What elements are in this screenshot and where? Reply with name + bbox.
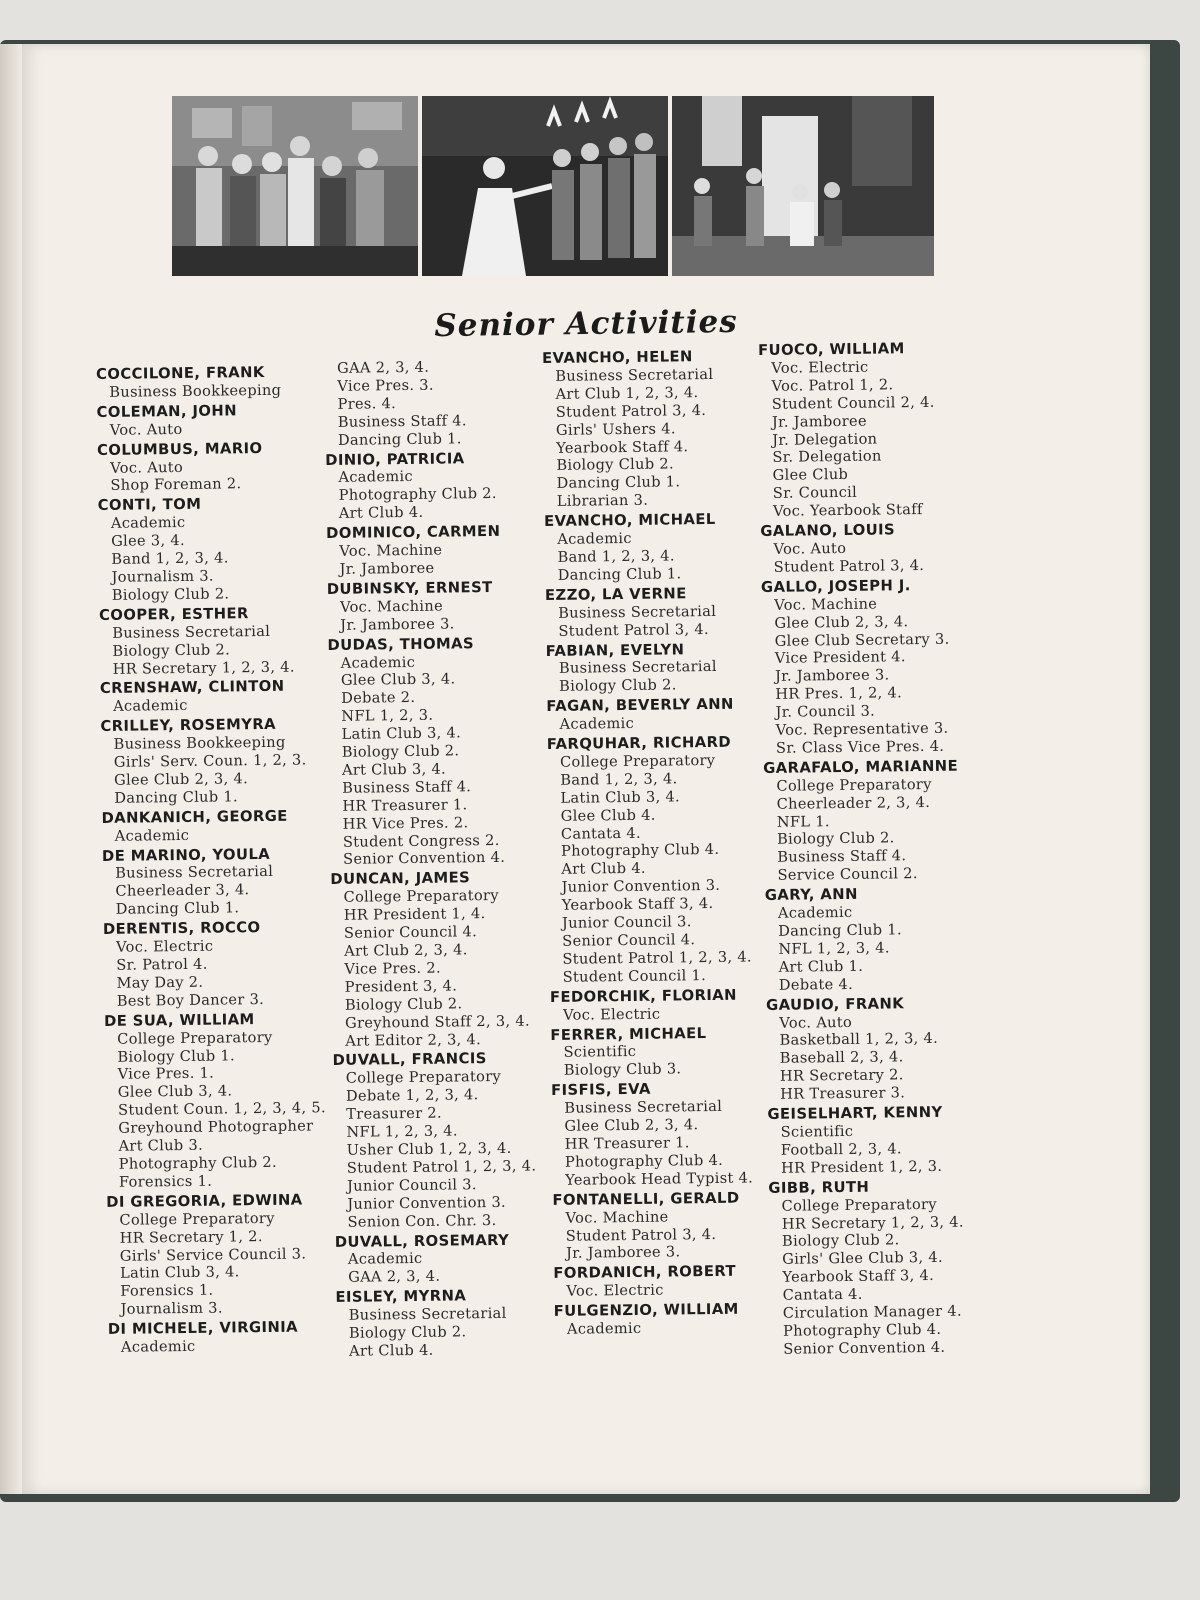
student-name: FORDANICH, ROBERT — [553, 1263, 737, 1283]
activity-line: Academic — [114, 826, 190, 845]
student-entry — [100, 677, 350, 716]
student-name: DI MICHELE, VIRGINIA — [107, 1318, 299, 1339]
activity-line: Football 2, 3, 4. — [780, 1140, 902, 1159]
student-name: DUNCAN, JAMES — [330, 869, 471, 889]
student-entry — [327, 634, 580, 870]
activity-line: Girls' Serv. Coun. 1, 2, 3. — [113, 751, 307, 771]
student-name: COOPER, ESTHER — [98, 604, 249, 624]
activity-line: HR Secretary 1, 2, 3, 4. — [781, 1213, 964, 1233]
activity-line: Student Patrol 3, 4. — [555, 401, 707, 421]
column-1 — [96, 363, 358, 1359]
activity-line: NFL 1, 2, 3, 4. — [346, 1122, 458, 1141]
activity-line: HR President 1, 4. — [343, 905, 486, 924]
student-entry — [96, 363, 346, 402]
activity-line: College Preparatory — [781, 1195, 937, 1215]
activity-line: Dancing Club 1. — [557, 565, 682, 584]
student-entry — [552, 1189, 803, 1264]
student-entry — [551, 1079, 802, 1189]
activity-line: Academic — [777, 903, 853, 922]
activity-line: Biology Club 2. — [112, 640, 231, 660]
activity-line: HR Pres. 1, 2, 4. — [775, 684, 903, 704]
activity-line: Academic — [559, 715, 635, 733]
activity-line: Jr. Council 3. — [775, 702, 876, 721]
activity-line: Voc. Electric — [771, 358, 869, 377]
activity-line: College Preparatory — [559, 751, 716, 771]
activity-line: Dancing Club 1. — [115, 899, 240, 919]
activity-line: Greyhound Photographer — [118, 1117, 314, 1137]
activity-line: Latin Club 3, 4. — [341, 724, 462, 743]
activity-line: Biology Club 2. — [776, 829, 895, 849]
student-entry — [102, 844, 353, 919]
activity-line: Vice Pres. 1. — [117, 1065, 215, 1084]
activity-line: Art Club 4. — [338, 504, 424, 523]
student-name: CONTI, TOM — [97, 496, 202, 515]
activity-line: Sr. Delegation — [772, 447, 882, 467]
activity-line: Photography Club 4. — [782, 1320, 942, 1340]
activity-line: Student Coun. 1, 2, 3, 4, 5. — [117, 1099, 326, 1120]
student-entry — [327, 578, 578, 635]
student-name: DI GREGORIA, EDWINA — [106, 1191, 303, 1211]
activity-line: Business Secretarial — [558, 658, 717, 678]
activity-line: Jr. Jamboree — [339, 559, 435, 578]
activity-line: Glee Club 3, 4. — [117, 1082, 233, 1102]
student-name: EVANCHO, MICHAEL — [543, 511, 716, 531]
activity-line: Glee Club 4. — [560, 806, 656, 825]
activity-line: Photography Club 2. — [118, 1153, 277, 1173]
activity-line: Dancing Club 1. — [114, 788, 239, 807]
activity-line: Voc. Electric — [566, 1281, 664, 1300]
left-page-edge — [0, 44, 23, 1494]
activity-line: HR Secretary 1, 2, 3, 4. — [112, 658, 295, 678]
student-entry — [97, 439, 348, 496]
activity-line: Voc. Auto — [773, 539, 847, 558]
activity-line: HR Treasurer 3. — [780, 1084, 906, 1103]
student-entry — [104, 1010, 356, 1192]
activity-line: Glee Club 2, 3, 4. — [113, 770, 249, 789]
activity-line: Business Bookkeeping — [113, 733, 286, 753]
activity-line: Art Editor 2, 3, 4. — [345, 1030, 482, 1050]
activity-line: Baseball 2, 3, 4. — [779, 1048, 904, 1068]
page-title: Senior Activities — [434, 303, 738, 345]
activity-line: Scientific — [563, 1043, 637, 1062]
photo-strip — [172, 96, 938, 276]
activity-line: Student Patrol 3, 4. — [773, 556, 925, 576]
student-entry — [100, 715, 351, 808]
activity-line: Jr. Jamboree 3. — [565, 1243, 681, 1263]
activity-line: Forensics 1. — [120, 1281, 214, 1301]
activity-line: President 3, 4. — [344, 977, 458, 996]
activity-line: Biology Club 3. — [563, 1060, 682, 1080]
activity-line: Cheerleader 2, 3, 4. — [776, 793, 931, 813]
student-name: CRILLEY, ROSEMYRA — [100, 716, 277, 736]
activity-line: Voc. Auto — [110, 458, 184, 477]
student-name: EZZO, LA VERNE — [544, 585, 687, 604]
student-entry — [546, 695, 796, 734]
student-name: FAGAN, BEVERLY ANN — [546, 695, 734, 716]
activity-line: Junior Council 3. — [561, 913, 692, 932]
activity-line: Voc. Machine — [339, 597, 444, 616]
activity-line: Latin Club 3, 4. — [119, 1263, 240, 1283]
activity-line: Best Boy Dancer 3. — [116, 990, 265, 1010]
activity-line: Sr. Class Vice Pres. 4. — [775, 737, 945, 757]
activity-line: College Preparatory — [776, 775, 932, 795]
activity-line: Student Council 2, 4. — [771, 393, 935, 413]
student-name: DINIO, PATRICIA — [325, 449, 465, 469]
student-name: GEISELHART, KENNY — [767, 1103, 943, 1124]
student-entry — [758, 339, 1010, 521]
activity-line: Biology Club 2. — [348, 1323, 467, 1342]
student-entry — [763, 757, 1015, 885]
activity-line: Glee Club 2, 3, 4. — [564, 1116, 699, 1135]
band-photo-icon — [422, 96, 668, 276]
student-name: GARAFALO, MARIANNE — [763, 757, 959, 777]
student-entry — [98, 494, 349, 604]
student-entry — [108, 1318, 358, 1357]
activity-line: Yearbook Staff 3, 4. — [561, 895, 714, 914]
activity-line: Biology Club 1. — [117, 1046, 236, 1066]
activity-line: Voc. Auto — [109, 420, 183, 439]
activity-line: Senior Council 4. — [343, 923, 478, 942]
activity-line: Art Club 2, 3, 4. — [344, 941, 468, 960]
activity-line: Business Secretarial — [564, 1098, 723, 1117]
activity-line: Girls' Glee Club 3, 4. — [782, 1249, 943, 1269]
activity-line: Student Council 1. — [562, 966, 707, 986]
student-name: GALANO, LOUIS — [760, 521, 896, 541]
activity-line: Biology Club 2. — [344, 995, 463, 1014]
student-name: GAUDIO, FRANK — [765, 994, 905, 1014]
activity-line: Jr. Jamboree 3. — [774, 666, 890, 686]
activity-line: Debate 1, 2, 3, 4. — [345, 1086, 479, 1106]
student-entry — [103, 918, 354, 1011]
activity-line: HR President 1, 2, 3. — [780, 1157, 943, 1177]
activity-line: Business Secretarial — [348, 1304, 507, 1324]
student-entry — [106, 1191, 358, 1319]
student-entry — [768, 1177, 1020, 1359]
activity-line: GAA 2, 3, 4. — [348, 1267, 441, 1287]
activity-line: Academic — [340, 653, 416, 672]
activity-line: Biology Club 2. — [559, 676, 677, 696]
activity-line: College Preparatory — [119, 1209, 275, 1229]
student-name: FUOCO, WILLIAM — [758, 340, 905, 359]
student-entry — [550, 986, 800, 1025]
student-entry — [761, 576, 1013, 758]
student-entry — [332, 1049, 584, 1231]
activity-line: Art Club 1, 2, 3, 4. — [555, 383, 699, 403]
activity-line: Glee 3, 4. — [111, 532, 185, 550]
student-name: DUBINSKY, ERNEST — [326, 578, 493, 598]
activity-line: Business Secretarial — [112, 622, 271, 642]
activity-line: Senior Convention 4. — [783, 1338, 946, 1358]
activity-line: Circulation Manager 4. — [782, 1302, 962, 1322]
activity-line: Band 1, 2, 3, 4. — [560, 770, 678, 789]
student-name: DERENTIS, ROCCO — [102, 919, 261, 939]
student-entry — [546, 639, 797, 696]
student-name: FABIAN, EVELYN — [545, 640, 685, 660]
activity-line: Sr. Council — [772, 484, 858, 503]
activity-line: Academic — [113, 697, 188, 716]
student-entry — [325, 448, 576, 523]
activity-line: Latin Club 3, 4. — [560, 788, 681, 807]
student-entry — [554, 1300, 804, 1339]
activity-line: Voc. Yearbook Staff — [772, 501, 923, 520]
activity-line: Voc. Electric — [116, 937, 214, 956]
activity-line: Voc. Machine — [339, 541, 443, 560]
activity-line: Cheerleader 3, 4. — [115, 881, 250, 901]
activity-line: Journalism 3. — [111, 567, 214, 586]
student-name: COLEMAN, JOHN — [96, 402, 238, 421]
student-name: CRENSHAW, CLINTON — [99, 678, 285, 698]
activity-line: Dancing Club 1. — [337, 429, 462, 449]
activity-line: Cantata 4. — [560, 824, 641, 843]
student-name: GIBB, RUTH — [768, 1178, 870, 1197]
student-name: FEDORCHIK, FLORIAN — [549, 986, 737, 1006]
activity-line: Business Staff 4. — [337, 411, 467, 431]
activity-line: NFL 1, 2, 3. — [341, 706, 434, 726]
activity-line: Art Club 3. — [118, 1136, 204, 1155]
activity-line: Business Secretarial — [555, 365, 714, 385]
activity-line: Forensics 1. — [118, 1172, 213, 1191]
student-entry — [335, 1286, 586, 1361]
activity-line: Junior Council 3. — [346, 1175, 477, 1195]
activity-line: Yearbook Staff 3, 4. — [782, 1267, 935, 1286]
student-name: FISFIS, EVA — [550, 1080, 651, 1100]
student-name: EVANCHO, HELEN — [542, 348, 693, 367]
activity-line: Journalism 3. — [120, 1299, 223, 1318]
activity-line: Glee Club 3, 4. — [340, 670, 456, 690]
student-name: DOMINICO, CARMEN — [326, 523, 501, 543]
student-entry — [545, 584, 796, 641]
student-entry — [324, 357, 575, 450]
activity-line: Business Staff 4. — [342, 778, 472, 797]
activity-line: Academic — [557, 529, 632, 548]
student-name: DUVALL, ROSEMARY — [334, 1231, 510, 1251]
activity-line: Student Patrol 1, 2, 3, 4. — [346, 1157, 537, 1177]
student-name: GARY, ANN — [764, 886, 858, 905]
activity-line: Academic — [120, 1337, 196, 1356]
student-name: GALLO, JOSEPH J. — [760, 576, 911, 596]
student-name: EISLEY, MYRNA — [335, 1287, 467, 1307]
band-photo — [422, 96, 672, 276]
activity-line: Student Congress 2. — [342, 831, 500, 851]
activity-line: Voc. Representative 3. — [775, 719, 949, 739]
column-4 — [758, 339, 1020, 1361]
activity-line: Yearbook Staff 4. — [556, 437, 689, 457]
activity-line: Greyhound Staff 2, 3, 4. — [344, 1012, 530, 1032]
activity-line: Junior Convention 3. — [561, 877, 721, 897]
activity-line: Art Club 3, 4. — [341, 760, 447, 779]
student-entry — [330, 868, 582, 1050]
activity-line: Academic — [566, 1319, 642, 1338]
activity-line: Art Club 4. — [349, 1341, 434, 1360]
classroom-photo-icon — [172, 96, 418, 276]
activity-line: Glee Club 2, 3, 4. — [774, 612, 909, 632]
activity-line: College Preparatory — [345, 1068, 502, 1088]
student-entry — [335, 1230, 586, 1287]
activity-line: Vice Pres. 2. — [344, 959, 441, 978]
activity-line: Academic — [347, 1250, 423, 1269]
student-name: DANKANICH, GEORGE — [101, 807, 288, 827]
porch-photo-icon — [672, 96, 934, 276]
student-entry — [765, 884, 1016, 994]
activity-line: Senior Convention 4. — [343, 849, 506, 869]
activity-line: Debate 2. — [341, 689, 416, 708]
student-name: COCCILONE, FRANK — [96, 363, 265, 383]
student-name: FULGENZIO, WILLIAM — [553, 1300, 739, 1321]
activity-line: Dancing Club 1. — [556, 473, 681, 493]
student-entry — [550, 1023, 801, 1080]
activity-line: Voc. Machine — [565, 1208, 669, 1227]
activity-line: HR Vice Pres. 2. — [342, 813, 469, 833]
student-name: DUDAS, THOMAS — [327, 634, 475, 654]
activity-line: Junior Convention 3. — [347, 1193, 507, 1213]
activity-line: Jr. Jamboree 3. — [340, 615, 455, 634]
activity-line: Biology Club 2. — [111, 585, 230, 604]
activity-line: Art Club 4. — [561, 860, 646, 879]
activity-line: Biology Club 2. — [781, 1231, 900, 1251]
student-entry — [544, 510, 795, 585]
activity-line: Yearbook Head Typist 4. — [565, 1169, 754, 1189]
student-entry — [326, 522, 577, 579]
activity-line: HR Treasurer 1. — [564, 1134, 690, 1153]
activity-line: Vice President 4. — [774, 648, 906, 668]
activity-line: HR Secretary 2. — [779, 1066, 904, 1086]
activity-line: Shop Foreman 2. — [110, 475, 242, 495]
activity-line: NFL 1. — [776, 812, 830, 831]
activity-line: Business Staff 4. — [777, 847, 907, 867]
student-entry — [553, 1262, 803, 1301]
activity-line: Basketball 1, 2, 3, 4. — [779, 1030, 939, 1050]
activity-line: Biology Club 2. — [556, 455, 675, 475]
student-name: DUVALL, FRANCIS — [332, 1050, 487, 1070]
activity-line: Academic — [110, 514, 186, 533]
yearbook-page — [22, 44, 1150, 1494]
activity-line: HR Treasurer 1. — [342, 796, 468, 815]
activity-line: Vice Pres. 3. — [337, 376, 434, 395]
student-entry — [767, 1103, 1018, 1178]
student-entry — [99, 604, 350, 679]
student-entry — [547, 733, 800, 987]
activity-line: NFL 1, 2, 3, 4. — [778, 939, 890, 958]
student-name: FONTANELLI, GERALD — [552, 1189, 740, 1209]
activity-line: Service Council 2. — [777, 865, 918, 885]
activity-line: Student Patrol 3, 4. — [565, 1225, 717, 1245]
activity-line: Photography Club 2. — [338, 485, 497, 505]
activity-line: Debate 4. — [778, 975, 854, 994]
student-name: FERRER, MICHAEL — [550, 1024, 707, 1044]
student-name: FARQUHAR, RICHARD — [546, 733, 732, 754]
activity-line: Business Bookkeeping — [109, 381, 282, 401]
activity-line: Librarian 3. — [556, 491, 649, 511]
activity-line: Glee Club Secretary 3. — [774, 630, 950, 650]
student-name: DE MARINO, YOULA — [101, 845, 271, 865]
activity-line: Treasurer 2. — [346, 1104, 443, 1123]
activity-line: Senior Council 4. — [562, 931, 696, 950]
student-name: COLUMBUS, MARIO — [96, 439, 263, 459]
activity-line: Academic — [338, 468, 414, 487]
student-entry — [96, 401, 346, 440]
activity-line: College Preparatory — [117, 1028, 273, 1048]
activity-line: Voc. Auto — [779, 1013, 853, 1032]
activity-line: Girls' Service Council 3. — [119, 1244, 307, 1265]
activity-line: Pres. 4. — [337, 394, 397, 413]
student-entry — [542, 347, 794, 511]
activity-line: Photography Club 4. — [561, 841, 720, 861]
activity-line: Band 1, 2, 3, 4. — [111, 549, 229, 568]
porch-photo — [672, 96, 934, 276]
student-entry — [101, 807, 351, 846]
activity-line: Jr. Delegation — [772, 430, 878, 449]
activity-line: HR Secretary 1, 2. — [119, 1227, 263, 1247]
activity-line: Student Patrol 1, 2, 3, 4. — [562, 948, 752, 968]
activity-line: Biology Club 2. — [341, 742, 460, 761]
activity-line: Senion Con. Chr. 3. — [347, 1211, 497, 1231]
activity-line: Cantata 4. — [782, 1285, 863, 1304]
activity-line: College Preparatory — [343, 887, 499, 907]
activity-line: Photography Club 4. — [564, 1151, 724, 1171]
activity-line: Jr. Jamboree — [771, 412, 867, 431]
activity-line: Voc. Electric — [563, 1005, 661, 1024]
classroom-photo — [172, 96, 422, 276]
activity-line: Voc. Machine — [774, 595, 878, 614]
activity-line: Business Secretarial — [558, 602, 717, 622]
activity-line: Business Secretarial — [115, 863, 274, 883]
student-entry — [766, 994, 1017, 1104]
activity-line: Sr. Patrol 4. — [116, 955, 208, 974]
activity-line: Dancing Club 1. — [778, 921, 902, 940]
activity-line: GAA 2, 3, 4. — [336, 358, 430, 377]
activity-line: Glee Club — [772, 466, 849, 485]
activity-line: Voc. Patrol 1, 2. — [771, 376, 894, 395]
activity-line: Scientific — [780, 1122, 854, 1141]
activity-line: Girls' Ushers 4. — [555, 419, 676, 439]
student-entry — [760, 520, 1011, 577]
activity-line: Usher Club 1, 2, 3, 4. — [346, 1139, 512, 1159]
activity-line: May Day 2. — [116, 973, 204, 992]
activity-line: Art Club 1. — [778, 957, 864, 976]
activity-line: Student Patrol 3, 4. — [558, 620, 709, 640]
activity-line: Band 1, 2, 3, 4. — [557, 547, 675, 566]
student-name: DE SUA, WILLIAM — [103, 1010, 255, 1030]
